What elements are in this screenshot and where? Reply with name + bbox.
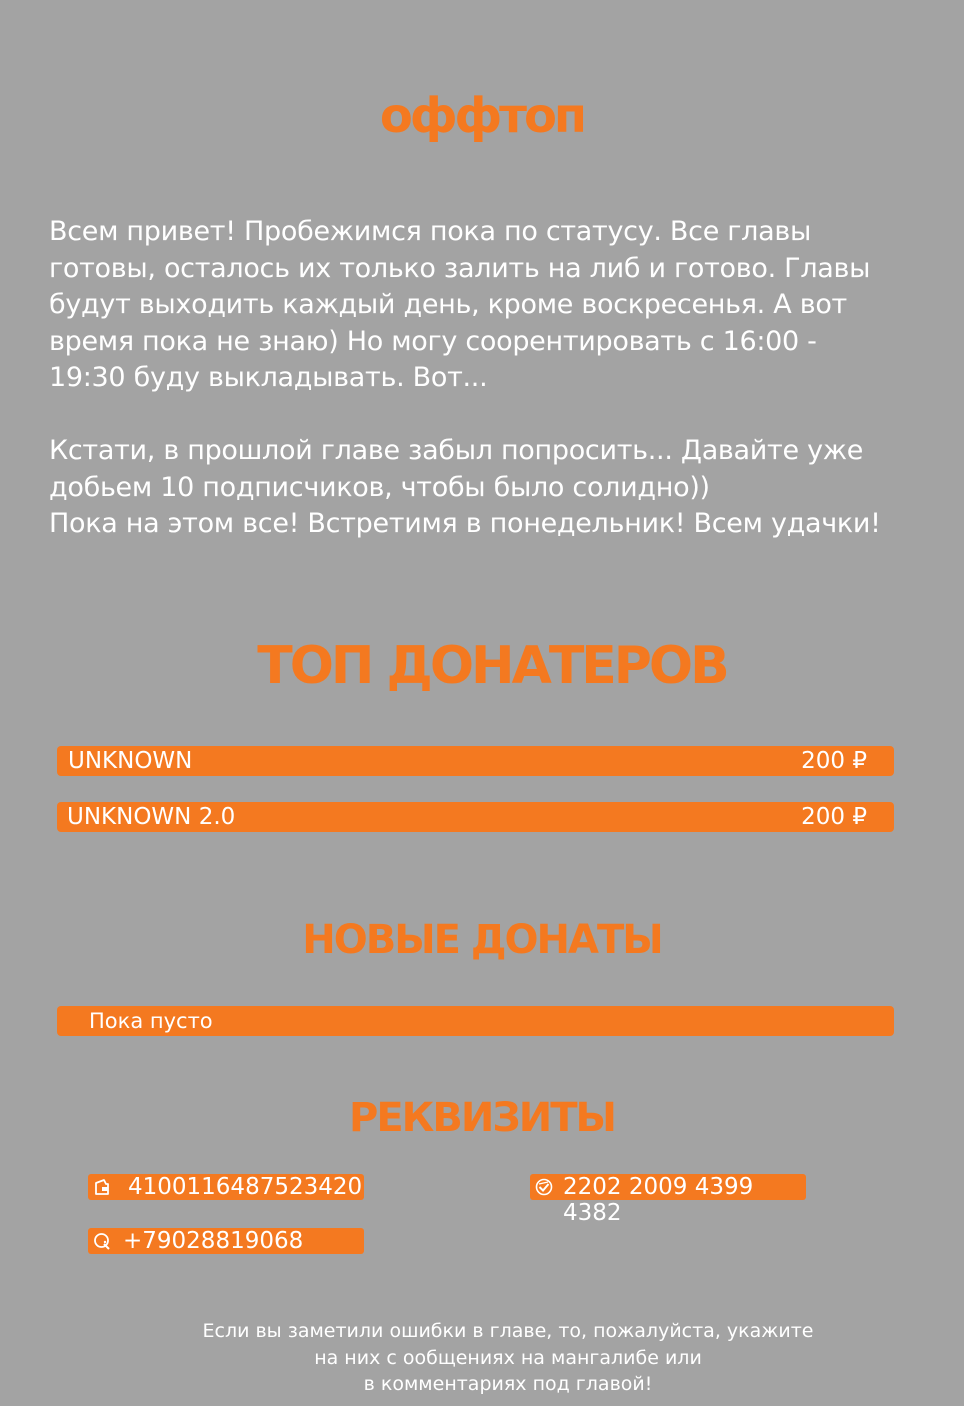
empty-state-text: Пока пусто [89, 1009, 213, 1033]
text-line: Всем привет! Пробежимся пока по статусу. Все главы [49, 216, 812, 247]
requisite-wallet[interactable] [88, 1174, 364, 1200]
phone-number: +79028819068 [123, 1228, 304, 1254]
text-line: будут выходить каждый день, кроме воскресенья. А вот [49, 289, 847, 321]
requisite-qiwi[interactable] [88, 1228, 364, 1254]
wallet-icon [93, 1178, 111, 1196]
footer-line: Если вы заметили ошибки в главе, то, пожалуйста, укажите [202, 1320, 814, 1342]
text-line: 19:30 буду выкладывать. Вот... [49, 362, 488, 394]
new-donations-heading: НОВЫЕ ДОНАТЫ [302, 917, 662, 963]
offtop-heading: оффтоп [379, 88, 585, 144]
requisites-heading: РЕКВИЗИТЫ [349, 1095, 615, 1141]
wallet-number: 4100116487523420 [128, 1174, 363, 1200]
donator-name: UNKNOWN 2.0 [67, 804, 236, 830]
qiwi-icon [93, 1232, 111, 1250]
text-line: добьем 10 подписчиков, чтобы было солидно)) [49, 471, 710, 503]
text-line: Пока на этом все! Встретимя в понедельник! Всем удачки! [49, 508, 881, 540]
footer-line: в комментариях под главой! [363, 1373, 653, 1395]
card-number: 2202 2009 4399 4382 [563, 1174, 754, 1226]
new-donations-row [57, 1006, 894, 1036]
text-line: готовы, осталось их только залить на либ и готово. Главы [49, 252, 871, 284]
text-line: Кстати, в прошлой главе забыл попросить... Давайте уже [49, 435, 864, 466]
footer-note [0, 1318, 964, 1398]
top-donators-heading: ТОП ДОНАТЕРОВ [257, 636, 727, 696]
donator-amount: 200 ₽ [801, 748, 867, 774]
donator-amount: 200 ₽ [801, 804, 867, 830]
requisite-bank-card[interactable] [530, 1174, 806, 1226]
footer-line: на них с ообщениях на мангалибе или [314, 1346, 702, 1369]
offtop-paragraph-request [49, 433, 949, 543]
text-line: время пока не знаю) Но могу соорентировать с 16:00 - [49, 325, 817, 357]
donator-row [57, 746, 894, 776]
donator-row [57, 802, 894, 832]
donator-name: UNKNOWN [68, 748, 193, 774]
bank-card-icon [535, 1178, 553, 1196]
offtop-paragraph-status [49, 214, 949, 397]
